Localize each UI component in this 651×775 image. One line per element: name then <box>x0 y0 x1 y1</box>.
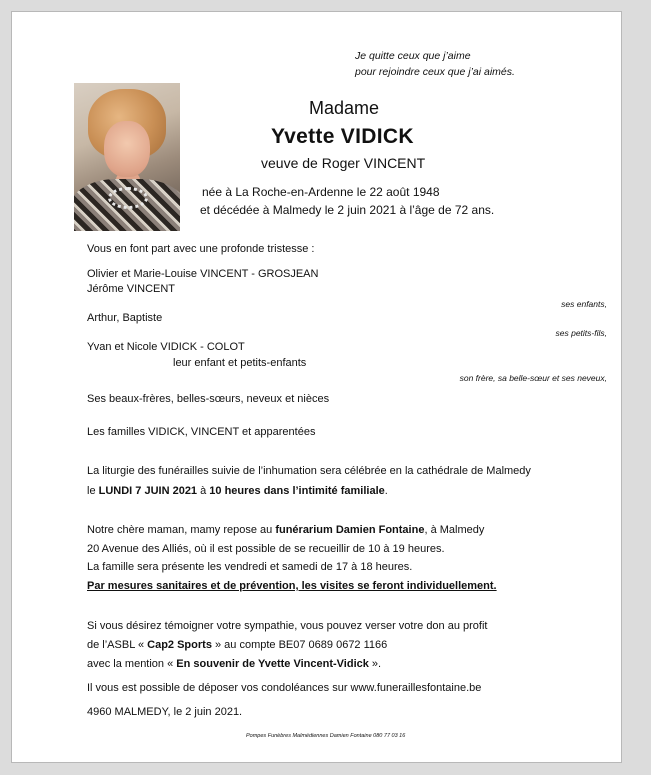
funeral-line-1: La liturgie des funérailles suivie de l’inhumation sera célébrée en la cathédrale de Malmedy <box>87 465 531 477</box>
grandchildren-role: ses petits-fils, <box>555 328 607 338</box>
donation-line-3: avec la mention « En souvenir de Yvette Vincent-Vidick ». <box>87 658 382 670</box>
title-madame: Madame <box>309 98 380 118</box>
siblings-line-1: Yvan et Nicole VIDICK - COLOT <box>87 341 245 353</box>
visit-line-3: La famille sera présente les vendredi et samedi de 17 à 18 heures. <box>87 561 413 573</box>
inlaws-line: Ses beaux-frères, belles-sœurs, neveux et nièces <box>87 393 330 405</box>
deceased-name: Yvette VIDICK <box>271 125 414 148</box>
epitaph-quote <box>355 48 515 80</box>
quote-line-2: pour rejoindre ceux que j’ai aimés. <box>355 66 515 78</box>
children-line-1: Olivier et Marie-Louise VINCENT - GROSJEAN <box>87 268 319 280</box>
condolences-line: Il vous est possible de déposer vos condoléances sur www.funeraillesfontaine.be <box>87 682 482 694</box>
donation-line-2: de l’ASBL « Cap2 Sports » au compte BE07 0689 0672 1166 <box>87 639 388 651</box>
visit-line-1: Notre chère maman, mamy repose au funérarium Damien Fontaine, à Malmedy <box>87 524 485 536</box>
widow-of: veuve de Roger VINCENT <box>261 155 426 171</box>
visit-line-4: Par mesures sanitaires et de prévention, les visites se feront individuellement. <box>87 580 497 592</box>
footer-funeral-home: Pompes Funèbres Malmédiennes Damien Fontaine 080 77 03 16 <box>246 733 406 739</box>
visit-line-2: 20 Avenue des Alliés, où il est possible de se recueillir de 10 à 19 heures. <box>87 543 445 555</box>
family-intro: Vous en font part avec une profonde tristesse : <box>87 243 315 255</box>
birth-info: née à La Roche-en-Ardenne le 22 août 1948 <box>202 185 440 199</box>
families-line: Les familles VIDICK, VINCENT et apparentées <box>87 426 316 438</box>
children-role: ses enfants, <box>561 299 607 309</box>
funeral-line-2: le LUNDI 7 JUIN 2021 à 10 heures dans l’intimité familiale. <box>87 485 388 497</box>
siblings-line-2: leur enfant et petits-enfants <box>173 357 307 369</box>
siblings-role: son frère, sa belle-sœur et ses neveux, <box>459 373 607 383</box>
donation-line-1: Si vous désirez témoigner votre sympathie, vous pouvez verser votre don au profit <box>87 620 488 632</box>
quote-line-1: Je quitte ceux que j’aime <box>355 50 471 62</box>
death-info: et décédée à Malmedy le 2 juin 2021 à l’âge de 72 ans. <box>200 203 495 217</box>
children-line-2: Jérôme VINCENT <box>87 283 176 295</box>
obituary-card <box>11 11 622 763</box>
place-date-line: 4960 MALMEDY, le 2 juin 2021. <box>87 706 243 718</box>
deceased-portrait-photo <box>74 83 180 231</box>
grandchildren-line: Arthur, Baptiste <box>87 312 163 324</box>
